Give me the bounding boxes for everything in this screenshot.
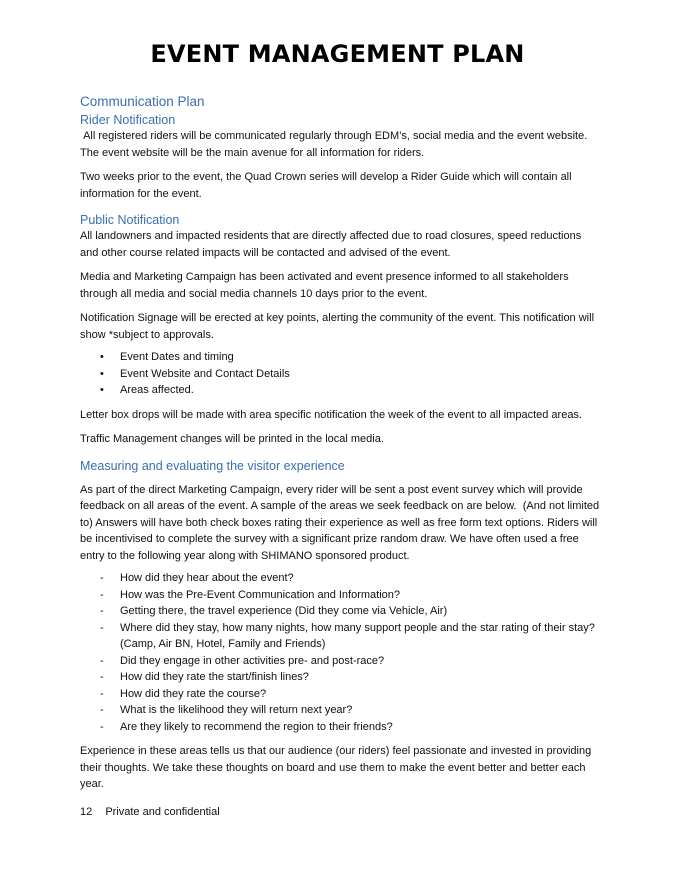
list-item: - Are they likely to recommend the region to their friends? xyxy=(100,720,393,733)
subheading-measuring-visitor-experience: Measuring and evaluating the visitor experience xyxy=(80,458,345,473)
list-item: - How was the Pre-Event Communication and Information? xyxy=(100,588,401,601)
list-item: - How did they hear about the event? xyxy=(100,572,294,584)
list-item: • Event Website and Contact Details xyxy=(100,367,290,380)
paragraph: Experience in these areas tells us that our audience (our riders) feel passionate and invested in providing their thoughts. We take these thoughts on board and use them to make the event better and better each year. xyxy=(80,745,592,790)
list-item: • Event Dates and timing xyxy=(100,351,234,363)
list-item: - Getting there, the travel experience (Did they come via Vehicle, Air) xyxy=(100,605,448,617)
paragraph: As part of the direct Marketing Campaign, every rider will be sent a post event survey which will provide feedback on all areas of the event. A sample of the areas we seek feedback on are below. (And not limited to) Answers will have both check boxes rating their experience as well as free form text options. Riders will be incentivised to complete the survey with a significant prize random draw. We have often used a free entry to the following year along with SHIMANO sponsored product. xyxy=(80,483,603,562)
section-heading-communication-plan: Communication Plan xyxy=(80,94,205,109)
paragraph: Notification Signage will be erected at key points, alerting the community of the event. This notification will show *subject to approvals. xyxy=(80,312,595,341)
question-list xyxy=(80,570,600,735)
list-item: - Where did they stay, how many nights, how many support people and the star rating of their stay? (Camp, Air BN, Hotel, Family and Friends) xyxy=(100,621,595,650)
page-number: 12 xyxy=(80,806,93,818)
footer-label: Private and confidential xyxy=(105,806,220,818)
paragraph: All registered riders will be communicated regularly through EDM’s, social media and the event website. The event website will be the main avenue for all information for riders. xyxy=(80,130,591,159)
list-item: - How did they rate the start/finish lines? xyxy=(100,671,309,683)
document-body xyxy=(80,90,603,793)
paragraph: Letter box drops will be made with area specific notification the week of the event to all impacted areas. xyxy=(80,408,582,421)
bullet-list xyxy=(80,349,600,399)
paragraph: Traffic Management changes will be printed in the local media. xyxy=(80,433,384,445)
paragraph: Two weeks prior to the event, the Quad Crown series will develop a Rider Guide which will contain all information for the event. xyxy=(80,171,572,200)
subheading-public-notification: Public Notification xyxy=(80,213,180,227)
paragraph: All landowners and impacted residents that are directly affected due to road closures, speed reductions and other course related impacts will be contacted and advised of the event. xyxy=(80,230,582,259)
list-item: • Areas affected. xyxy=(100,384,194,396)
list-item: - What is the likelihood they will return next year? xyxy=(100,704,353,716)
paragraph: Media and Marketing Campaign has been activated and event presence informed to all stakeholders through all media and social media channels 10 days prior to the event. xyxy=(80,271,569,300)
subheading-rider-notification: Rider Notification xyxy=(80,113,176,127)
page-footer xyxy=(80,806,220,818)
list-item: - Did they engage in other activities pre- and post-race? xyxy=(100,654,385,667)
list-item: - How did they rate the course? xyxy=(100,687,267,700)
page-title: EVENT MANAGEMENT PLAN xyxy=(150,40,525,68)
